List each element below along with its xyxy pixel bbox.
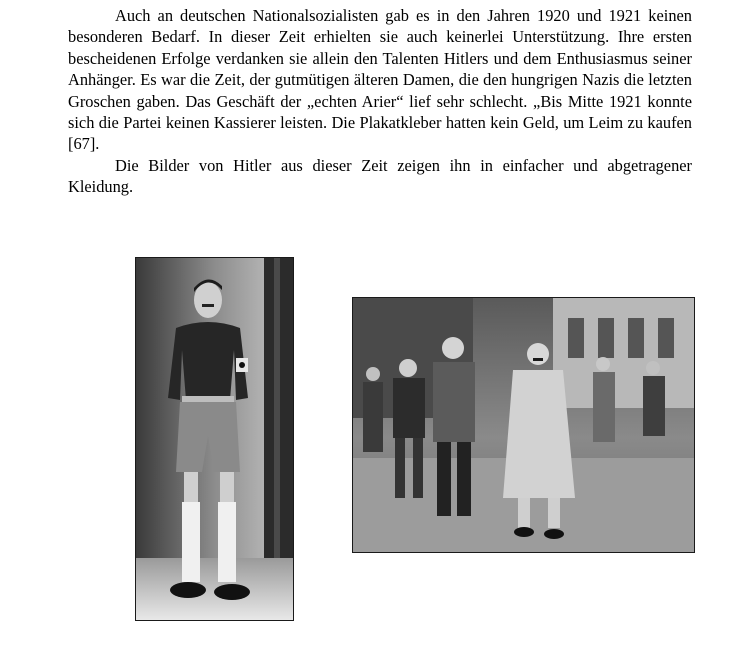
photo-group-street — [352, 297, 695, 553]
paragraph-2: Die Bilder von Hitler aus dieser Zeit zeigen ihn in einfacher und abgetragener Kleidung. — [68, 155, 692, 197]
paragraph-1: Auch an deutschen Nationalsozialisten gab es in den Jahren 1920 und 1921 keinen besonderen Bedarf. In dieser Zeit erhielten sie auch keinerlei Unterstützung. Ihre ersten bescheidenen Erfolge verdanken sie allein den Talenten Hitlers und dem Enthusiasmus seiner Anhänger. Es war die Zeit, der gutmütigen älteren Damen, die den hungrigen Nazis die letzten Groschen gaben. Das Geschäft der „echten Arier“ lief sehr schlecht. „Bis Mitte 1921 konnte sich die Partei keinen Kassierer leisten. Die Plakatkleber hatten kein Geld, um Leim zu kaufen [67]. — [68, 6, 692, 154]
photo-portrait-image — [136, 258, 293, 620]
body-text — [68, 5, 692, 198]
photo-portrait-standing — [135, 257, 294, 621]
photo-group-image — [353, 298, 694, 552]
